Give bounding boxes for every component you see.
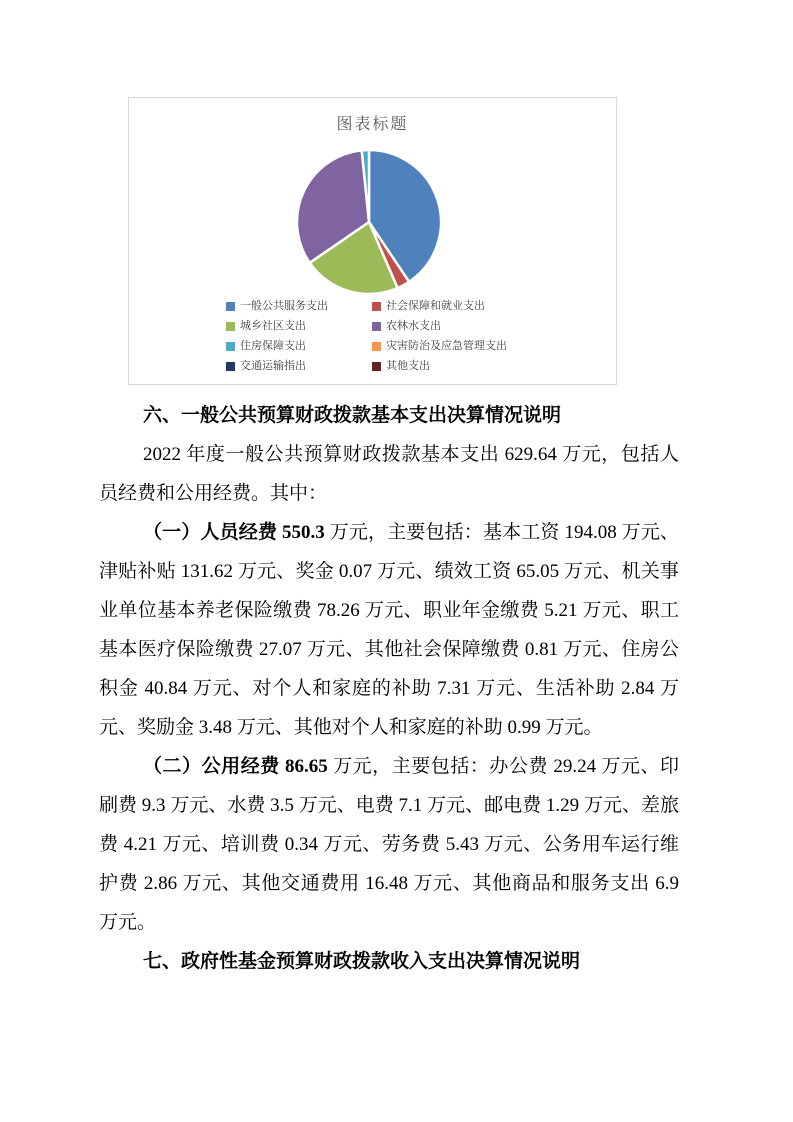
- legend-label: 社会保障和就业支出: [386, 300, 485, 312]
- legend-item: [226, 360, 372, 373]
- legend-swatch: [226, 302, 235, 311]
- public-expense-lead: （二）公用经费 86.65: [143, 756, 334, 777]
- legend-item: [226, 300, 372, 313]
- section6-intro-paragraph: 2022 年度一般公共预算财政拨款基本支出 629.64 万元，包括人员经费和公用经费。其中：: [99, 444, 679, 504]
- document-body: [99, 396, 679, 981]
- section7-heading: 七、政府性基金预算财政拨款收入支出决算情况说明: [143, 951, 581, 972]
- personnel-expense-detail: 万元，主要包括：基本工资 194.08 万元、津贴补贴 131.62 万元、奖金 0.07 万元、绩效工资 65.05 万元、机关事业单位基本养老保险缴费 78.26 万元、职业年金缴费 5.21 万元、职工基本医疗保险缴费 27.07 万元、其他社会保障缴费 0.81 万元、住房公积金 40.84 万元、对个人和家庭的补助 7.31 万元、生活补助 2.84 万元、奖励金 3.48 万元、其他对个人和家庭的补助 0.99 万元。: [99, 522, 679, 738]
- legend-label: 一般公共服务支出: [240, 300, 328, 312]
- legend-swatch: [372, 342, 381, 351]
- legend-item: [226, 320, 372, 333]
- legend-label: 城乡社区支出: [240, 320, 306, 332]
- legend-item: [372, 360, 507, 373]
- legend-label: 农林水支出: [386, 320, 441, 332]
- personnel-expense-lead: （一）人员经费 550.3: [143, 522, 330, 543]
- section6-heading: 六、一般公共预算财政拨款基本支出决算情况说明: [143, 405, 562, 426]
- chart-legend: [226, 300, 507, 373]
- legend-swatch: [372, 362, 381, 371]
- legend-label: 交通运输指出: [240, 360, 306, 372]
- legend-swatch: [372, 322, 381, 331]
- legend-swatch: [226, 322, 235, 331]
- legend-item: [226, 340, 372, 353]
- chart-title: 图表标题: [336, 116, 409, 133]
- legend-item: [372, 300, 507, 313]
- pie-chart: [284, 137, 454, 307]
- legend-label: 灾害防治及应急管理支出: [386, 340, 507, 352]
- legend-swatch: [372, 302, 381, 311]
- public-expense-detail: 万元，主要包括：办公费 29.24 万元、印刷费 9.3 万元、水费 3.5 万元、电费 7.1 万元、邮电费 1.29 万元、差旅费 4.21 万元、培训费 0.34 万元、劳务费 5.43 万元、公务用车运行维护费 2.86 万元、其他交通费用 16.48 万元、其他商品和服务支出 6.9 万元。: [99, 756, 679, 933]
- legend-item: [372, 320, 507, 333]
- public-expense-paragraph: [99, 747, 679, 942]
- legend-label: 住房保障支出: [240, 340, 306, 352]
- legend-swatch: [226, 342, 235, 351]
- legend-label: 其他支出: [386, 360, 430, 372]
- pie-chart-card: [128, 97, 617, 385]
- legend-item: [372, 340, 507, 353]
- legend-swatch: [226, 362, 235, 371]
- personnel-expense-paragraph: [99, 513, 679, 747]
